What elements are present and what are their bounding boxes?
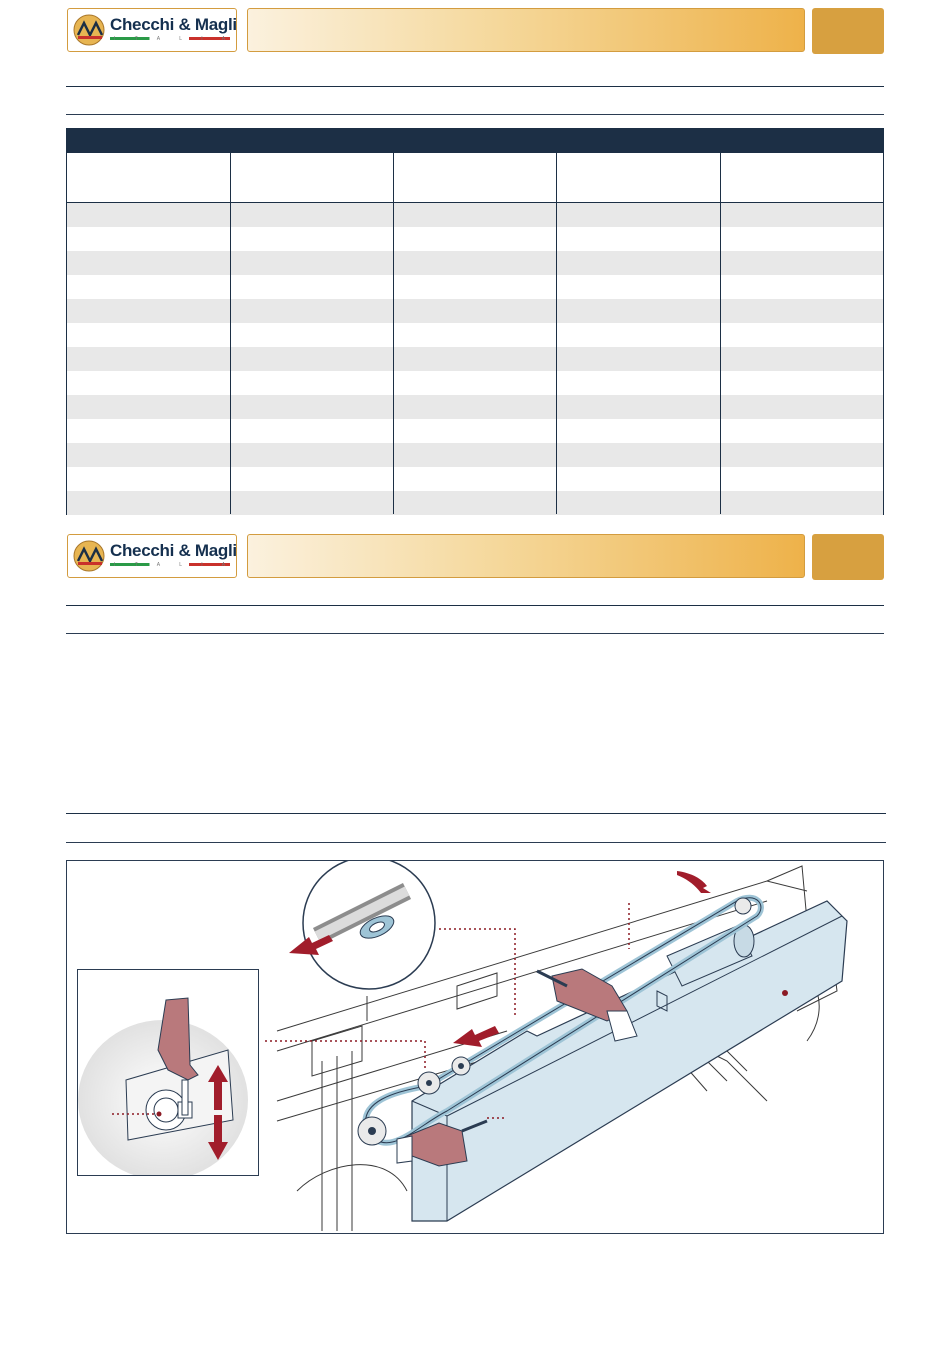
table-row: [67, 203, 883, 227]
table-row: [67, 299, 883, 323]
chain-detail-magnifier: [303, 861, 435, 989]
heading-rule-bottom-3: [66, 842, 886, 843]
inset-drawing: [78, 970, 259, 1176]
brand-name: Checchi & Magli: [110, 541, 237, 560]
table-row: [67, 347, 883, 371]
table-row: [67, 251, 883, 275]
table-row: [67, 227, 883, 251]
column-divider: [720, 153, 721, 514]
table-row: [67, 419, 883, 443]
table-header-row: [67, 153, 883, 203]
table-title-band: [67, 129, 883, 153]
logo-emblem-icon: [72, 13, 108, 47]
brand-name: Checchi & Magli: [110, 15, 237, 34]
page-number-tab: [812, 8, 884, 54]
page-number-tab-2: [812, 534, 884, 580]
brand-logo: [67, 8, 237, 52]
table-row: [67, 491, 883, 515]
column-divider: [556, 153, 557, 514]
brand-logo-2: [67, 534, 237, 578]
table-row: [67, 467, 883, 491]
sprocket-adjust-inset: [77, 969, 259, 1176]
chain-tension-illustration: [66, 860, 884, 1234]
brand-tagline: I T A L I A: [114, 562, 235, 568]
table-row: [67, 323, 883, 347]
heading-rule-top-2: [66, 605, 884, 606]
heading-rule-bottom: [66, 114, 884, 115]
heading-rule-top: [66, 86, 884, 87]
table-row: [67, 371, 883, 395]
brand-tagline: I T A L I A: [114, 36, 235, 42]
section-title-bar: [247, 8, 805, 52]
heading-rule-bottom-2: [66, 633, 884, 634]
table-row: [67, 275, 883, 299]
table-row: [67, 395, 883, 419]
table-row: [67, 443, 883, 467]
column-divider: [230, 153, 231, 514]
logo-emblem-icon: [72, 539, 108, 573]
spec-table: [66, 128, 884, 515]
heading-rule-top-3: [66, 813, 886, 814]
section-title-bar-2: [247, 534, 805, 578]
column-divider: [393, 153, 394, 514]
